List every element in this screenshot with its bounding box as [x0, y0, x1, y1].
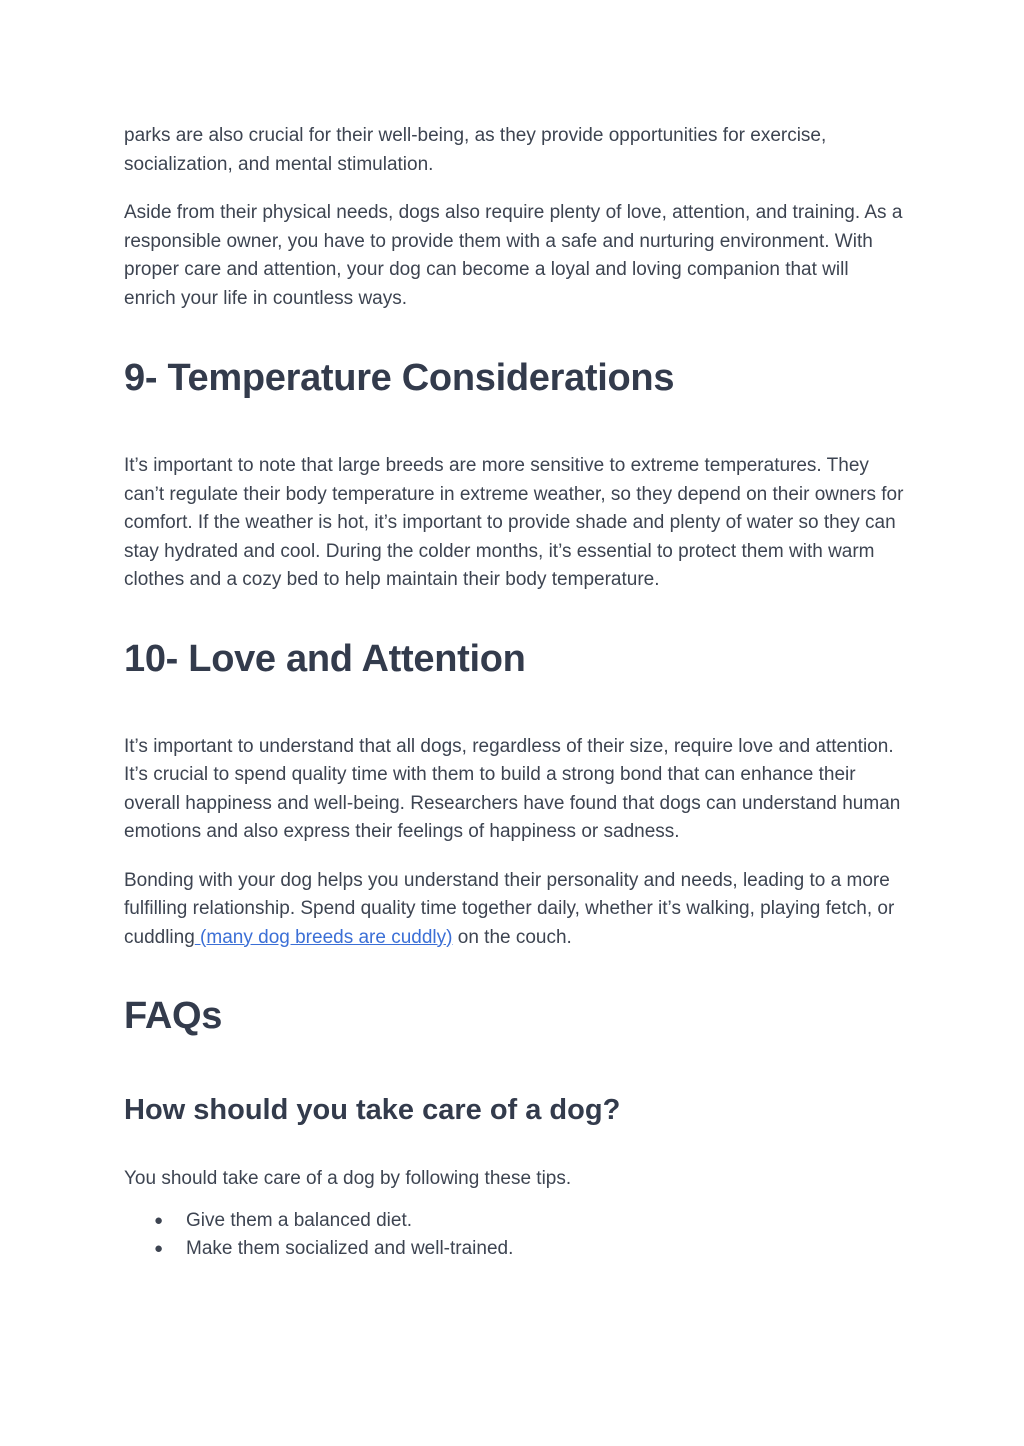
list-item: [124, 1235, 904, 1264]
cuddly-breeds-link[interactable]: (many dog breeds are cuddly): [194, 926, 453, 948]
tips-list: [124, 1207, 904, 1264]
faq-question: How should you take care of a dog?: [124, 1094, 621, 1126]
list-item-text: Make them socialized and well-trained.: [186, 1238, 514, 1259]
faq-answer: You should take care of a dog by following these tips.: [124, 1168, 572, 1189]
section-heading-love-attention: 10- Love and Attention: [124, 637, 526, 680]
list-item: [124, 1207, 904, 1236]
intro-paragraph-1: parks are also crucial for their well-being, as they provide opportunities for exercise, socialization, and mental stimulation.: [124, 125, 827, 175]
document-page: [124, 122, 904, 1264]
section-heading-faqs: FAQs: [124, 995, 223, 1037]
bullet-icon: ●: [154, 1211, 164, 1229]
section-heading-temperature: 9- Temperature Considerations: [124, 357, 675, 399]
temperature-paragraph: It’s important to note that large breeds are more sensitive to extreme temperatures. They can’t regulate their body temperature in extreme weather, so they depend on their owners for comfort. If the weather is hot, it’s important to provide shade and plenty of water so they can stay hydrated and cool. During the colder months, it’s essential to protect them with warm clothes and a cozy bed to help maintain their body temperature.: [124, 455, 904, 590]
list-item-text: Give them a balanced diet.: [186, 1209, 413, 1231]
bullet-icon: ●: [154, 1240, 164, 1257]
paragraph-text: on the couch.: [452, 926, 572, 948]
love-attention-paragraph-2: [124, 867, 904, 953]
paragraph-text: Bonding with your dog helps you understand their personality and needs, leading to a more fulfilling relationship. Spend quality time together daily, whether it’s walking, playing fetch, or cuddling: [124, 869, 895, 948]
love-attention-paragraph-1: It’s important to understand that all dogs, regardless of their size, require love and attention. It’s crucial to spend quality time with them to build a strong bond that can enhance their overall happiness and well-being. Researchers have found that dogs can understand human emotions and also express their feelings of happiness or sadness.: [124, 735, 901, 842]
intro-paragraph-2: Aside from their physical needs, dogs also require plenty of love, attention, and training. As a responsible owner, you have to provide them with a safe and nurturing environment. With proper care and attention, your dog can become a loyal and loving companion that will enrich your life in countless ways.: [124, 202, 903, 309]
